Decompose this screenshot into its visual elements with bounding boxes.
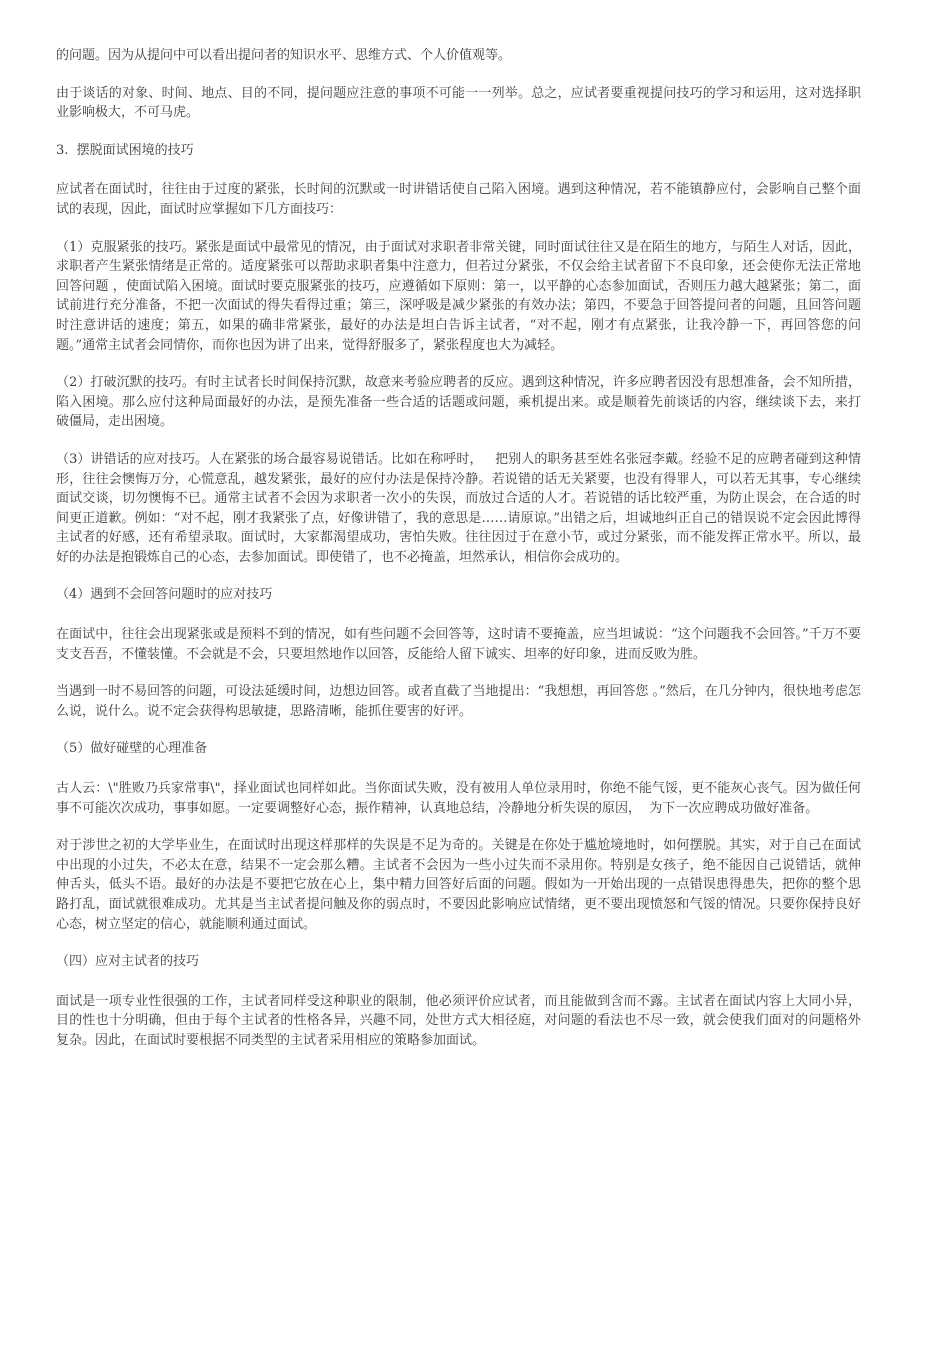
paragraph: （2）打破沉默的技巧。有时主试者长时间保持沉默，故意来考验应聘者的反应。遇到这种情况，许多应聘者因没有思想准备，会不知所措，陷入困境。那么应付这种局面最好的办法，是预先准备一些合适的话题或问题，乘机提出来。或是顺着先前谈话的内容，继续谈下去，来打破僵局，走出困境。 (56, 375, 861, 430)
section-heading: （4）遇到不会回答问题时的应对技巧 (56, 587, 273, 603)
paragraph: 在面试中，往往会出现紧张或是预料不到的情况，如有些问题不会回答等，这时请不要掩盖，应当坦诚说：“这个问题我不会回答。”千万不要支支吾吾，不懂装懂。不会就是不会，只要坦然地作以回答，反能给人留下诚实、坦率的好印象，进而反败为胜。 (56, 627, 861, 662)
paragraph: （3）讲错话的应对技巧。人在紧张的场合最容易说错话。比如在称呼时， 把别人的职务甚至姓名张冠李戴。经验不足的应聘者碰到这种情形，往往会懊悔万分，心慌意乱，越发紧张，最好的应付办法是保持冷静。若说错的话无关紧要，也没有得罪人，可以若无其事，专心继续面试交谈，切勿懊悔不已。通常主试者不会因为求职者一次小的失误，而放过合适的人才。若说错的话比较严重，为防止误会，在合适的时间更正道歉。例如：“对不起，刚才我紧张了点，好像讲错了，我的意思是……请原谅。”出错之后，坦诚地纠正自己的错误说不定会因此博得主试者的好感，还有希望录取。面试时，大家都渴望成功，害怕失败。往往因过于在意小节，或过分紧张，而不能发挥正常水平。所以，最好的办法是抱锻炼自己的心态，去参加面试。即使错了，也不必掩盖，坦然承认，相信你会成功的。 (56, 451, 861, 565)
paragraph: 的问题。因为从提问中可以看出提问者的知识水平、思维方式、个人价值观等。 (56, 48, 512, 63)
paragraph: 应试者在面试时，往往由于过度的紧张，长时间的沉默或一时讲错话使自己陷入困境。遇到这种情况，若不能镇静应付，会影响自己整个面试的表现，因此，面试时应掌握如下几方面技巧： (56, 182, 861, 217)
paragraph: 面试是一项专业性很强的工作，主试者同样受这种职业的限制，他必须评价应试者，而且能做到含而不露。主试者在面试内容上大同小异，目的性也十分明确，但由于每个主试者的性格各异，兴趣不同，处世方式大相径庭，对问题的看法也不尽一致，就会使我们面对的问题格外复杂。因此，在面试时要根据不同类型的主试者采用相应的策略参加面试。 (56, 993, 861, 1048)
document-page (56, 46, 861, 1069)
paragraph: 古人云：\"胜败乃兵家常事\"，择业面试也同样如此。当你面试失败，没有被用人单位录用时，你绝不能气馁，更不能灰心丧气。因为做任何事不可能次次成功，事事如愿。一定要调整好心态，振作精神，认真地总结，冷静地分析失误的原因， 为下一次应聘成功做好准备。 (56, 781, 861, 816)
paragraph: （1）克服紧张的技巧。紧张是面试中最常见的情况，由于面试对求职者非常关键，同时面试往往又是在陌生的地方，与陌生人对话，因此，求职者产生紧张情绪是正常的。适度紧张可以帮助求职者集中注意力，但若过分紧张，不仅会给主试者留下不良印象，还会使你无法正常地回答问题 ，使面试陷入困境。面试时要克服紧张的技巧，应遵循如下原则：第一，以平静的心态参加面试，否则压力越大越紧张；第二，面试前进行充分准备，不把一次面试的得失看得过重；第三，深呼吸是减少紧张的有效办法；第四，不要急于回答提问者的问题，且回答问题时注意讲话的速度；第五，如果的确非常紧张，最好的办法是坦白告诉主试者，“对不起，刚才有点紧张，让我冷静一下，再回答您的问题。”通常主试者会同情你，而你也因为讲了出来，觉得舒服多了，紧张程度也大为减轻。 (56, 239, 861, 353)
paragraph: 由于谈话的对象、时间、地点、目的不同，提问题应注意的事项不可能一一列举。总之，应试者要重视提问技巧的学习和运用，这对选择职业影响极大，不可马虎。 (56, 85, 861, 121)
paragraph: 对于涉世之初的大学毕业生，在面试时出现这样那样的失误是不足为奇的。关键是在你处于尴尬境地时，如何摆脱。其实，对于自己在面试中出现的小过失，不必太在意，结果不一定会那么糟。主试者不会因为一些小过失而不录用你。特别是女孩子，绝不能因自己说错话，就伸伸舌头，低头不语。最好的办法是不要把它放在心上，集中精力回答好后面的问题。假如为一开始出现的一点错误患得患失，把你的整个思路打乱，面试就很难成功。尤其是当主试者提问触及你的弱点时，不要因此影响应试情绪，更不要出现愤怒和气馁的情况。只要你保持良好心态，树立坚定的信心，就能顺利通过面试。 (56, 838, 861, 932)
paragraph: 当遇到一时不易回答的问题，可设法延缓时间，边想边回答。或者直截了当地提出：“我想想，再回答您 。”然后，在几分钟内，很快地考虑怎么说，说什么。说不定会获得构思敏捷，思路清晰，能抓住要害的好评。 (56, 684, 861, 719)
section-heading: （四）应对主试者的技巧 (56, 954, 200, 970)
section-heading: 3. 摆脱面试困境的技巧 (56, 142, 194, 158)
section-heading: （5）做好碰壁的心理准备 (56, 741, 208, 757)
